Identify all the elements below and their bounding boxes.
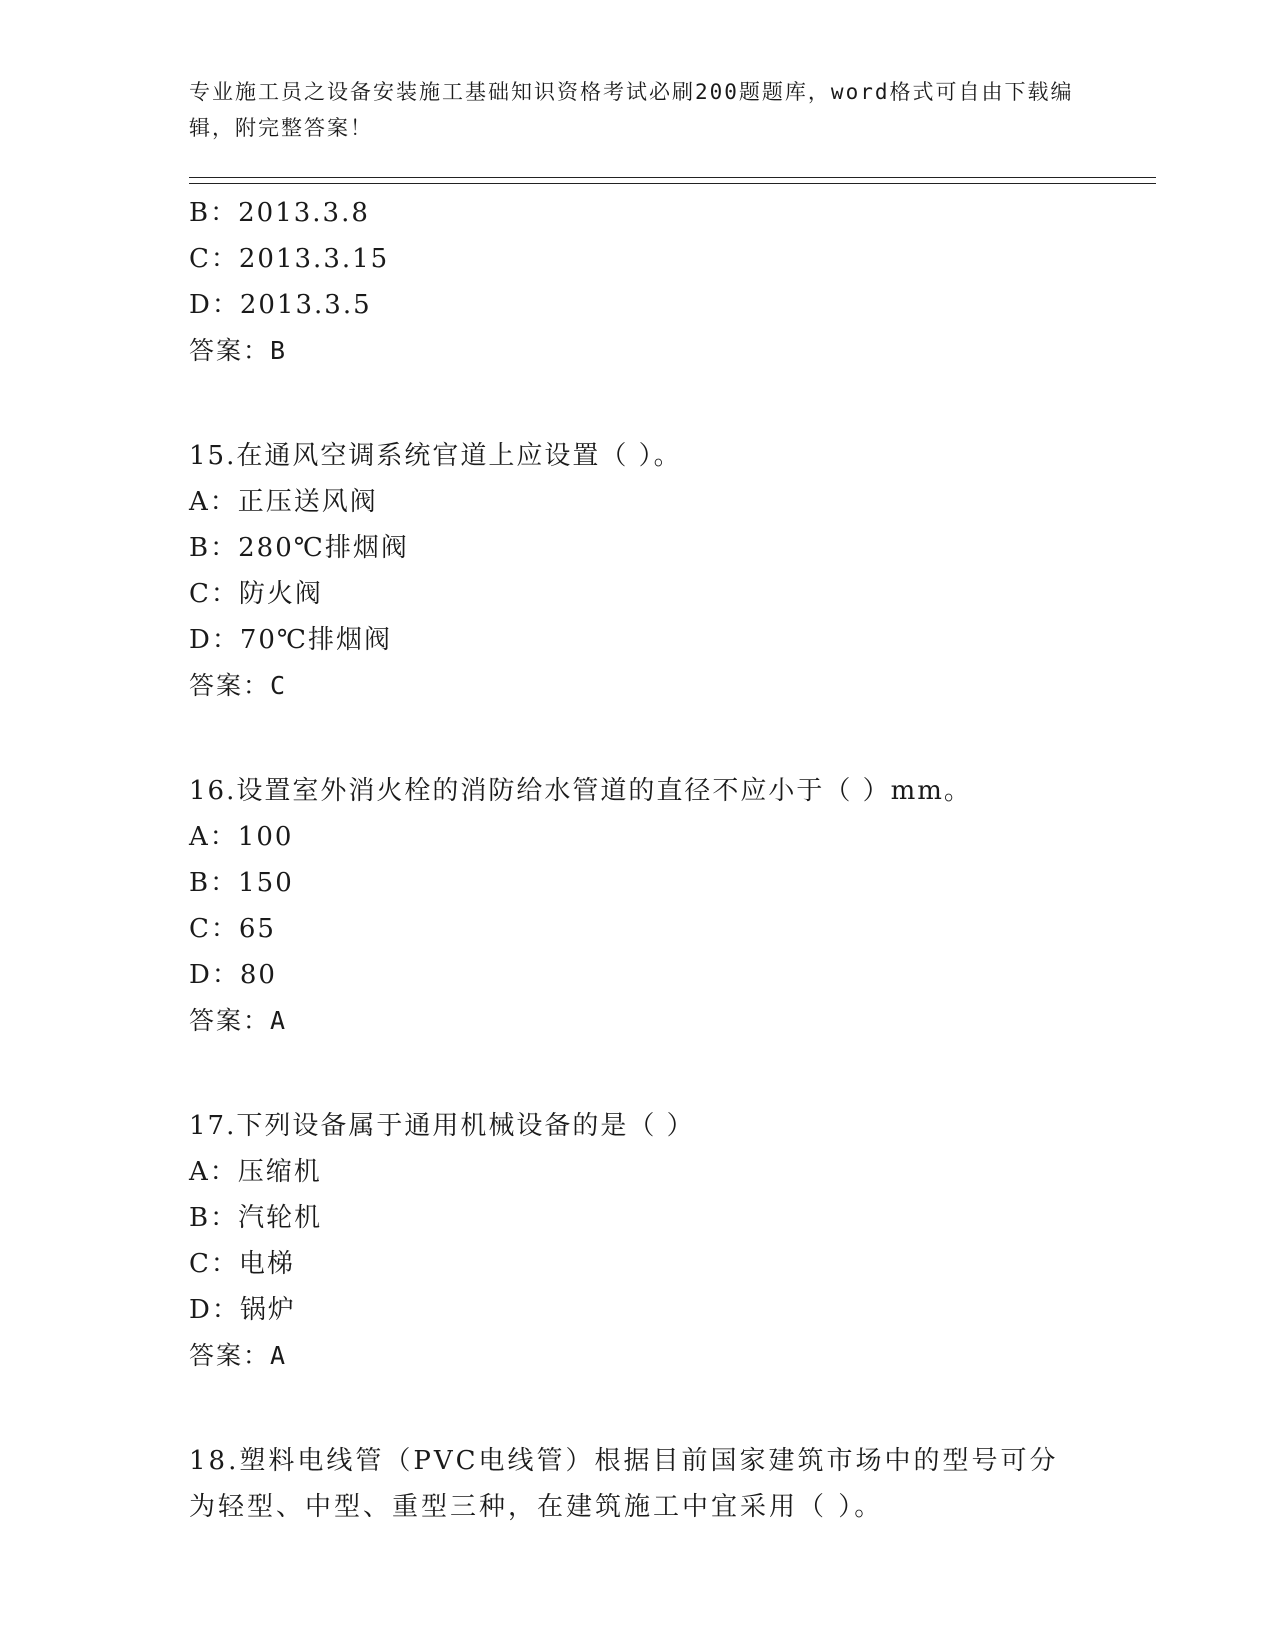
option-d: D：80 (189, 960, 277, 990)
question-stem: 16.设置室外消火栓的消防给水管道的直径不应小于（ ）mm。 (189, 776, 972, 806)
question-list (189, 190, 1089, 1530)
document-header: 专业施工员之设备安装施工基础知识资格考试必刷200题题库，word格式可自由下载编辑，附完整答案！ (189, 80, 1074, 140)
header-divider-top (189, 177, 1156, 178)
option-a: A：正压送风阀 (189, 487, 378, 517)
question-16 (189, 768, 1089, 1044)
option-c: C：65 (189, 914, 276, 944)
header-divider-bottom (189, 183, 1156, 184)
option-b: B：280℃排烟阀 (189, 533, 409, 563)
question-stem: 18.塑料电线管（PVC电线管）根据目前国家建筑市场中的型号可分为轻型、中型、重型三种，在建筑施工中宜采用（ ）。 (189, 1446, 1059, 1522)
option-b: B：汽轮机 (189, 1203, 323, 1233)
option-a: A：压缩机 (189, 1157, 322, 1187)
question-17 (189, 1103, 1089, 1379)
option-a: A：100 (189, 822, 294, 852)
question-stem: 15.在通风空调系统官道上应设置（ ）。 (189, 441, 682, 471)
question-18 (189, 1438, 1089, 1530)
option-d: D：2013.3.5 (189, 290, 372, 320)
option-c: C：电梯 (189, 1249, 295, 1279)
question-15 (189, 433, 1089, 709)
option-b: B：2013.3.8 (189, 198, 370, 228)
option-d: D：锅炉 (189, 1295, 296, 1325)
answer-line: 答案：C (189, 671, 288, 700)
option-b: B：150 (189, 868, 294, 898)
answer-line: 答案：A (189, 1006, 288, 1035)
option-d: D：70℃排烟阀 (189, 625, 393, 655)
option-c: C：2013.3.15 (189, 244, 390, 274)
question-stem: 17.下列设备属于通用机械设备的是（ ） (189, 1111, 695, 1141)
option-c: C：防火阀 (189, 579, 323, 609)
answer-line: 答案：A (189, 1341, 288, 1370)
answer-line: 答案：B (189, 336, 288, 365)
prev-question-block (189, 190, 1089, 374)
